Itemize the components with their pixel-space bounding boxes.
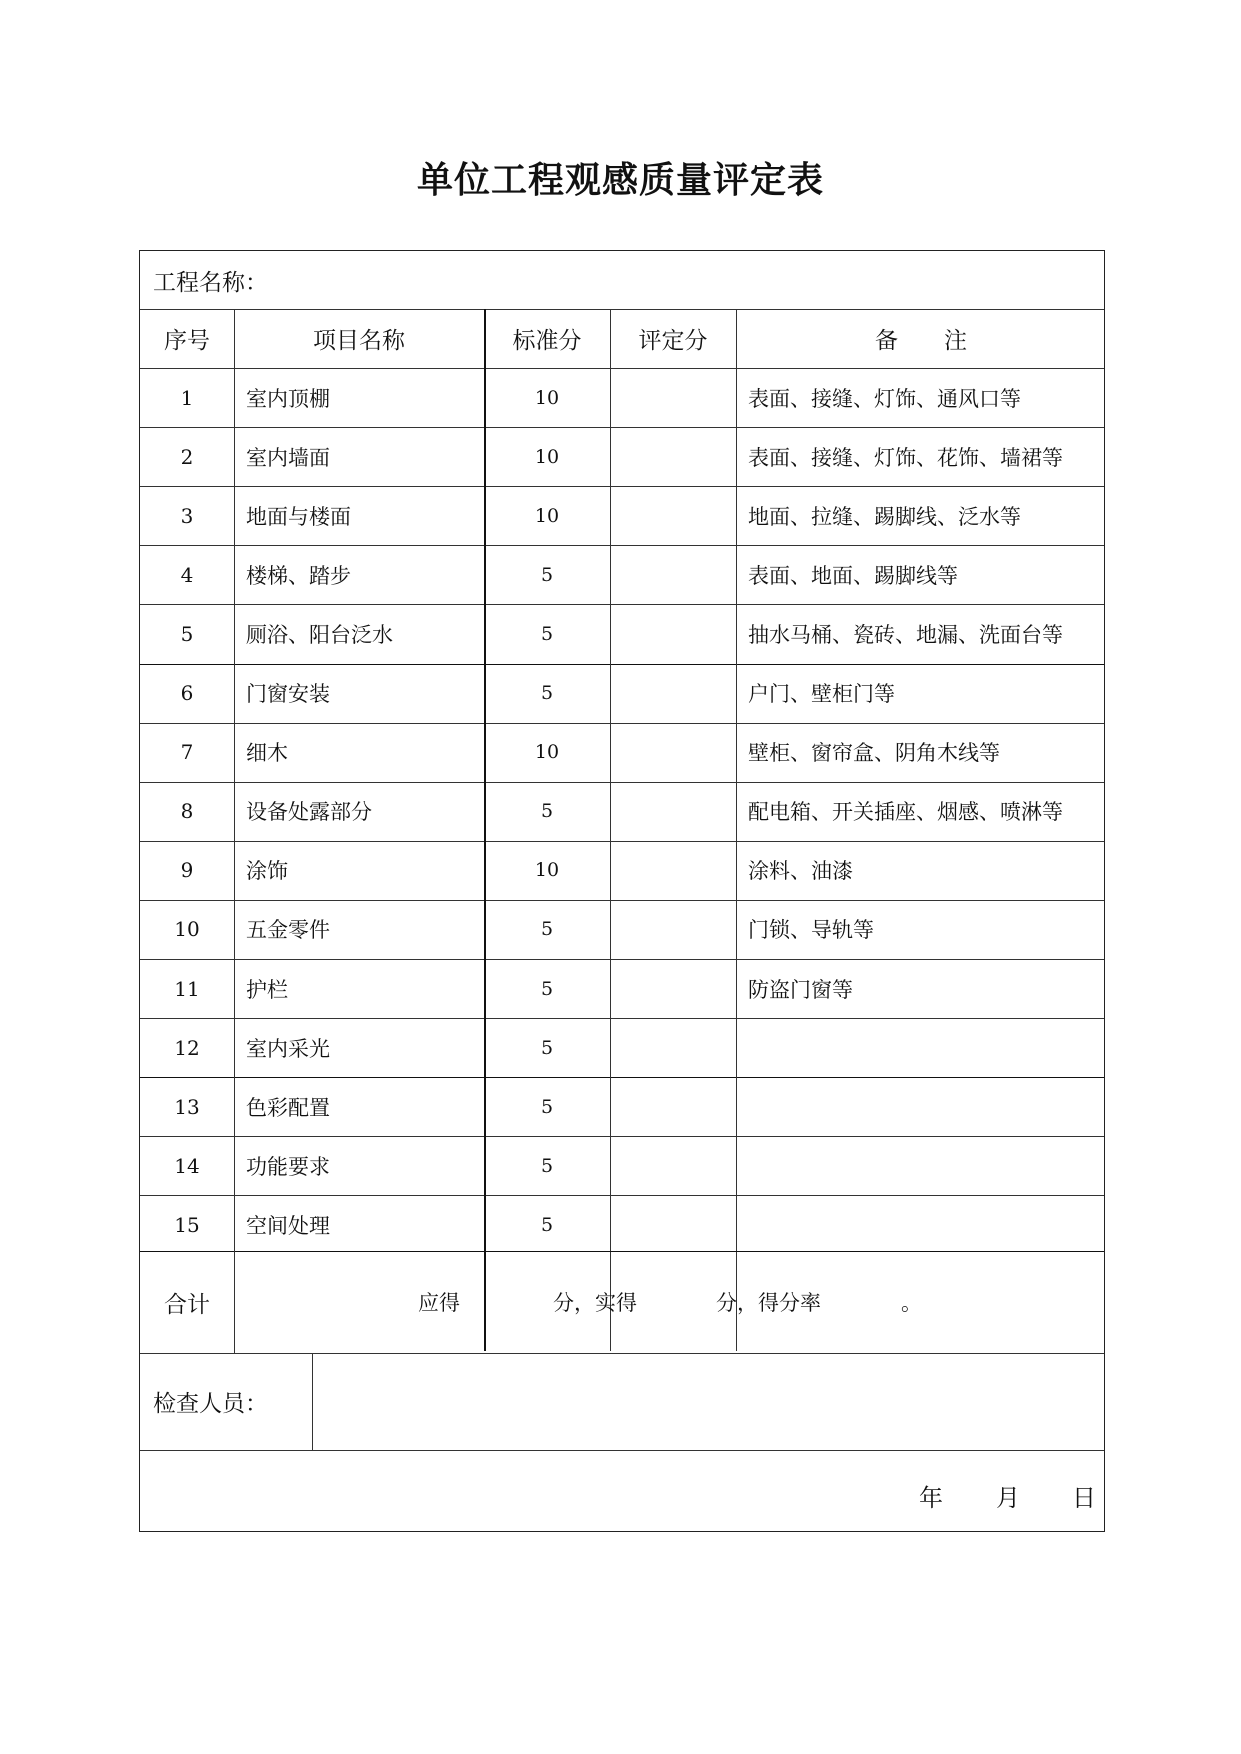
row-notes [736, 1018, 1106, 1077]
col-header-rating: 评定分 [638, 328, 708, 354]
row-rating [610, 604, 736, 663]
row-rating [610, 1077, 736, 1136]
row-item: 楼梯、踏步 [246, 563, 351, 588]
row-standard: 5 [540, 800, 554, 823]
row-notes [736, 1195, 1106, 1254]
row-rating [610, 427, 736, 486]
row-rating [610, 664, 736, 723]
total-label: 合计 [164, 1291, 210, 1318]
row-no: 6 [180, 681, 194, 706]
date-month: 月 [996, 1484, 1020, 1512]
row-notes [736, 1136, 1106, 1195]
row-no: 2 [180, 444, 194, 469]
row-rating [610, 545, 736, 604]
row-item: 室内顶棚 [246, 386, 330, 411]
row-rating [610, 1018, 736, 1077]
row-item: 五金零件 [246, 918, 330, 943]
row-standard: 10 [534, 504, 560, 527]
row-no: 3 [180, 503, 194, 528]
row-notes: 表面、接缝、灯饰、花饰、墙裙等 [748, 445, 1063, 470]
page-title: 单位工程观感质量评定表 [416, 160, 824, 201]
row-no: 13 [174, 1094, 200, 1119]
row-rating [610, 1195, 736, 1254]
row-standard: 5 [540, 1095, 554, 1118]
row-standard: 5 [540, 918, 554, 941]
row-standard: 5 [540, 622, 554, 645]
col-header-notes: 备 注 [875, 328, 967, 354]
divider [234, 1251, 235, 1353]
row-rating [610, 782, 736, 841]
row-notes: 涂料、油漆 [748, 859, 853, 884]
row-item: 护栏 [246, 977, 288, 1002]
row-item: 厕浴、阳台泛水 [246, 622, 393, 647]
row-notes: 表面、地面、踢脚线等 [748, 563, 958, 588]
row-notes: 门锁、导轨等 [748, 918, 874, 943]
row-rating [610, 1136, 736, 1195]
row-rating [610, 723, 736, 782]
divider [610, 309, 611, 1351]
inspector-label: 检查人员： [153, 1391, 268, 1417]
row-notes [736, 1077, 1106, 1136]
row-standard: 5 [540, 1213, 554, 1236]
divider [312, 1353, 313, 1450]
date-day: 日 [1072, 1484, 1096, 1512]
row-no: 15 [174, 1212, 200, 1237]
row-standard: 10 [534, 859, 560, 882]
row-no: 1 [180, 385, 194, 410]
row-no: 11 [174, 976, 200, 1001]
total-period: 。 [901, 1291, 922, 1315]
row-notes: 壁柜、窗帘盒、阴角木线等 [748, 741, 1000, 766]
total-rate: 分，得分率 [716, 1291, 821, 1315]
row-notes: 防盗门窗等 [748, 977, 853, 1002]
row-notes: 配电箱、开关插座、烟感、喷淋等 [748, 800, 1063, 825]
row-item: 室内采光 [246, 1036, 330, 1061]
divider [484, 309, 486, 1351]
row-rating [610, 841, 736, 900]
divider [140, 1450, 1104, 1451]
divider [234, 309, 235, 1351]
row-standard: 5 [540, 563, 554, 586]
row-item: 室内墙面 [246, 445, 330, 470]
row-item: 设备处露部分 [246, 800, 372, 825]
row-no: 10 [174, 917, 200, 942]
row-standard: 10 [534, 386, 560, 409]
row-standard: 5 [540, 977, 554, 1000]
row-no: 7 [180, 740, 194, 765]
col-header-standard: 标准分 [512, 328, 582, 354]
row-no: 8 [180, 799, 194, 824]
row-item: 细木 [246, 741, 288, 766]
row-notes: 地面、拉缝、踢脚线、泛水等 [748, 504, 1021, 529]
divider [736, 309, 737, 1351]
row-rating [610, 368, 736, 427]
row-rating [610, 486, 736, 545]
row-rating [610, 959, 736, 1018]
col-header-no: 序号 [164, 328, 210, 354]
row-standard: 10 [534, 741, 560, 764]
row-no: 12 [174, 1035, 200, 1060]
row-item: 涂饰 [246, 859, 288, 884]
row-standard: 5 [540, 1036, 554, 1059]
total-should-get: 应得 [418, 1291, 460, 1315]
row-rating [610, 900, 736, 959]
row-standard: 5 [540, 682, 554, 705]
row-no: 14 [174, 1153, 200, 1178]
row-notes: 抽水马桶、瓷砖、地漏、洗面台等 [748, 622, 1063, 647]
row-item: 空间处理 [246, 1213, 330, 1238]
row-no: 4 [180, 562, 194, 587]
row-standard: 10 [534, 445, 560, 468]
evaluation-form [139, 250, 1105, 1532]
row-item: 功能要求 [246, 1154, 330, 1179]
date-year: 年 [919, 1484, 943, 1512]
row-no: 9 [180, 858, 194, 883]
row-notes: 户门、壁柜门等 [748, 682, 895, 707]
project-name-label: 工程名称： [153, 269, 268, 296]
row-item: 地面与楼面 [246, 504, 351, 529]
col-header-item: 项目名称 [313, 328, 405, 354]
row-item: 色彩配置 [246, 1095, 330, 1120]
row-notes: 表面、接缝、灯饰、通风口等 [748, 386, 1021, 411]
row-item: 门窗安装 [246, 682, 330, 707]
row-standard: 5 [540, 1154, 554, 1177]
row-no: 5 [180, 621, 194, 646]
total-actual: 分，实得 [553, 1291, 637, 1315]
